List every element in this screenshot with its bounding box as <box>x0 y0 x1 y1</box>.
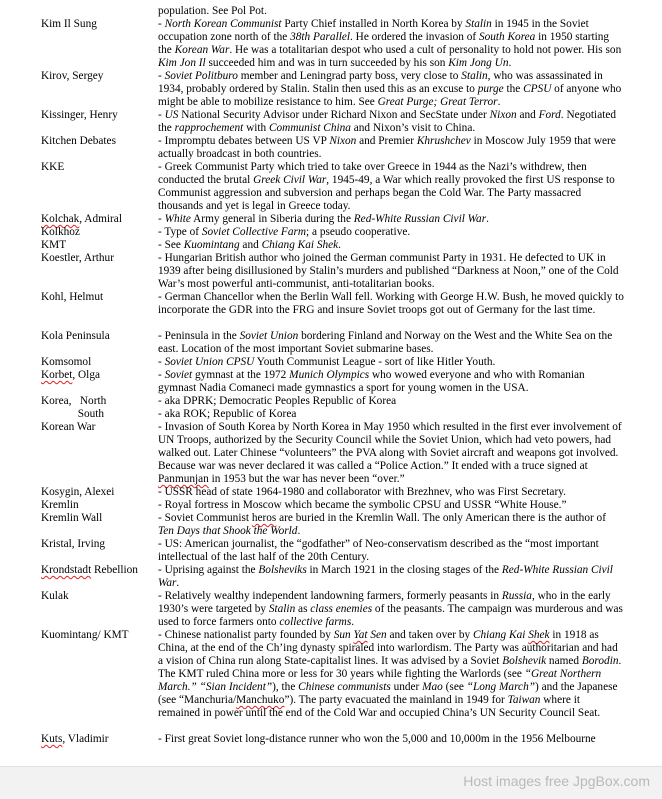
text-run: , Admiral <box>79 213 122 225</box>
text-run: Bolshevik <box>502 655 547 667</box>
entry-term: Komsomol <box>41 356 92 368</box>
text-run: - Royal fortress in Moscow which became the symbolic CPSU and USSR “White House.” <box>158 499 567 511</box>
text-run: where it remained in power until the end of the Cold War and occupied China’s UN Security Council Seat. <box>158 694 601 719</box>
entry-term <box>41 213 157 226</box>
entry-definition <box>158 564 624 590</box>
text-run: and <box>239 239 262 251</box>
text-run: rapprochement <box>174 122 244 134</box>
text-run: the <box>503 83 524 95</box>
text-run: Stalin <box>461 70 488 82</box>
text-run: Stalin <box>268 603 296 615</box>
text-run: - See <box>158 239 184 251</box>
text-run: - Impromptu debates between US VP <box>158 135 330 147</box>
text-run: Chiang Kai <box>472 629 529 641</box>
entry-term: KMT <box>41 239 67 251</box>
text-run: under <box>390 681 423 693</box>
entry-definition <box>158 109 624 135</box>
text-run: in March 1921 in the closing stages of the <box>306 564 502 576</box>
text-run: (see <box>442 681 467 693</box>
text-run: Soviet Union CPSU <box>164 356 255 368</box>
text-run: in 1950 starting the <box>158 31 610 56</box>
entry-definition <box>158 421 624 486</box>
text-run: Kolchak <box>41 213 80 225</box>
text-run: Greek Civil War <box>253 174 327 186</box>
text-run: and Nixon’s visit to China. <box>350 122 476 134</box>
text-run: who wowed everyone and who with Romanian gymnast Nadia Comaneci made gymnastics a sport for young women in the USA. <box>158 369 585 394</box>
text-run: Mao <box>422 681 443 693</box>
text-run: as <box>295 603 311 615</box>
text-run: and taken over by <box>386 629 473 641</box>
text-run: , Olga <box>72 369 100 381</box>
entry-definition <box>158 538 624 564</box>
text-run: Korbet <box>41 369 73 381</box>
text-run: Sen <box>367 629 387 641</box>
text-run: - German Chancellor when the Berlin Wall fell. Working with George H.W. Bush, he moved quickly to incorporate the GDR into the FRG and insure Soviet troops got out of Germany for the last time. <box>158 291 624 316</box>
text-run: named <box>546 655 582 667</box>
entry-definition <box>158 486 624 499</box>
host-footer-link[interactable]: Host images free JpgBox.com <box>463 773 650 789</box>
entry-definition <box>158 291 624 317</box>
entry-definition <box>158 512 624 538</box>
text-run: - Type of <box>158 226 202 238</box>
text-run: ), the <box>272 681 299 693</box>
entry-definition <box>158 161 624 213</box>
entry-definition <box>158 590 624 629</box>
text-run: . <box>176 577 180 589</box>
text-run: ”). The party evacuated the mainland in 1949 for <box>284 694 508 706</box>
entry-definition <box>158 226 624 239</box>
text-run: Korean War <box>174 44 230 56</box>
text-run: National Security Advisor under Richard Nixon and SecState under <box>178 109 490 121</box>
text-run: , Vladimir <box>62 733 109 745</box>
text-run: in 1945 in the Soviet occupation zone north of the <box>158 18 589 43</box>
text-run: - Chinese nationalist party founded by <box>158 629 334 641</box>
text-run: - Uprising against the <box>158 564 259 576</box>
text-run: - First great Soviet long-distance runner who won the 5,000 and 10,000m in the 1956 Melbourne <box>158 733 596 745</box>
text-run: Borodin <box>581 655 619 667</box>
text-run: class enemies <box>310 603 373 615</box>
entry-definition <box>158 213 624 226</box>
text-run: . Negotiated the <box>158 109 617 134</box>
text-run: South Korea <box>478 31 536 43</box>
text-run: - Peninsula in the <box>158 330 240 342</box>
text-run: . <box>508 57 512 69</box>
text-run: of anyone who might be able to mobilize resistance to him. See <box>158 83 622 108</box>
text-run: Red-White Russian Civil War <box>353 213 487 225</box>
text-run: Chinese communists <box>298 681 391 693</box>
text-run: - <box>158 109 165 121</box>
text-run: Soviet Politburo <box>164 70 238 82</box>
text-run: Soviet Collective Farm <box>201 226 307 238</box>
text-run: - <box>158 70 165 82</box>
entry-definition <box>158 629 624 720</box>
entry-term: Kosygin, Alexei <box>41 486 115 498</box>
text-run: Party Chief installed in North Korea by <box>281 18 466 30</box>
text-run: CPSU <box>523 83 552 95</box>
text-run: Red-White Russian Civil War <box>158 564 613 589</box>
text-run: - <box>158 369 165 381</box>
text-run: Soviet <box>164 369 193 381</box>
text-run: are buried in the Kremlin Wall. The only American there is the author of <box>276 512 606 524</box>
entry-definition <box>158 395 624 408</box>
entry-term: Kuomintang/ KMT <box>41 629 129 641</box>
text-run: Munich Olympics <box>289 369 370 381</box>
entry-term: Kremlin Wall <box>41 512 103 524</box>
text-run: in Moscow July 1959 that were actually broadcast in both countries. <box>158 135 616 160</box>
text-run: collective farms <box>279 616 352 628</box>
text-run: Kim Jong Un <box>448 57 509 69</box>
entry-term: Kirov, Sergey <box>41 70 104 82</box>
text-run: - aka ROK; Republic of Korea <box>158 408 297 420</box>
text-run: succeeded him and was in turn succeeded by his son <box>205 57 449 69</box>
entry-definition <box>158 356 624 369</box>
text-run: - USSR head of state 1964-1980 and collaborator with Brezhnev, who was First Secretary. <box>158 486 566 498</box>
entry-term <box>41 564 157 577</box>
text-run: ; a pseudo cooperative. <box>306 226 411 238</box>
entry-term <box>41 733 157 746</box>
text-run: . <box>338 239 341 251</box>
text-run: , who in the early 1930’s were targeted by <box>158 590 611 615</box>
text-run: . <box>351 616 355 628</box>
text-run: . <box>486 213 489 225</box>
text-run: Kim Jon Il <box>158 57 206 69</box>
text-run: heros <box>251 512 277 524</box>
entry-term: Kulak <box>41 590 69 602</box>
text-run: member and Leningrad party boss, very close to <box>237 70 462 82</box>
text-run: “Great Northern March.” “Sian Incident” <box>158 668 602 693</box>
text-run: Kuts <box>41 733 63 745</box>
entry-term: Koestler, Arthur <box>41 252 114 264</box>
text-run: Yat <box>353 629 368 641</box>
text-run: Rebellion <box>91 564 138 576</box>
text-run: , who was assassinated in 1934, probably ordered by Stalin. Stalin then used this as an excuse to <box>158 70 603 95</box>
entry-term: South <box>41 408 105 420</box>
entry-definition <box>158 369 624 395</box>
text-run: Khrushchev <box>416 135 471 147</box>
entry-term: KKE <box>41 161 65 173</box>
entry-definition <box>158 733 624 746</box>
text-run: Communist China <box>268 122 351 134</box>
text-run: “Long March” <box>466 681 536 693</box>
text-run: Nixon <box>329 135 357 147</box>
entry-term: Kristal, Irving <box>41 538 106 550</box>
entry-term: Kola Peninsula <box>41 330 110 342</box>
entry-definition <box>158 499 624 512</box>
entry-term: Korea, North <box>41 395 107 407</box>
text-run: - Relatively wealthy independent landowning farmers, formerly peasants in <box>158 590 502 602</box>
text-run: Shek <box>528 629 550 641</box>
text-run: - <box>158 356 165 368</box>
text-run: Great Purge; Great Terror <box>377 96 498 108</box>
text-run: White <box>164 213 191 225</box>
text-run: North Korean Communist <box>164 18 282 30</box>
text-run: gymnast at the 1972 <box>192 369 290 381</box>
text-run: . He was a totalitarian despot who used a cult of personality to hold not power. His son <box>229 44 622 56</box>
text-run: Ford <box>538 109 561 121</box>
text-run: Youth Communist League - sort of like Hitler Youth. <box>254 356 496 368</box>
text-run: purge <box>477 83 504 95</box>
text-run: - aka DPRK; Democratic Peoples Republic of Korea <box>158 395 397 407</box>
text-run: in 1953 but the war has never been “over.” <box>208 473 405 485</box>
text-run: - <box>158 213 165 225</box>
text-run: Nixon <box>489 109 517 121</box>
text-run: - Invasion of South Korea by North Korea in May 1950 which resulted in the first ever involvement of UN Troops, authorized by the Security Council while the Soviet Union, which had veto powers, had walked out. Later Chinese “volunteers” the PVA along with Soviet aircraft and weapons got involved. Because war was never declared it was called a “Police Action.” It ended with a truce signed at <box>158 421 622 472</box>
text-run: Chiang Kai Shek <box>261 239 339 251</box>
entry-term: Kim Il Sung <box>41 18 97 30</box>
entry-term: Kolkhoz <box>41 226 80 238</box>
text-run: , 1945-49, a War which really provoked the first US response to Communist aggression and subversion and perhaps began the Cold War. The Party massacred thousands and yet is legal in Greece today. <box>158 174 615 212</box>
text-run: Bolsheviks <box>258 564 307 576</box>
text-run: 38th Parallel <box>290 31 351 43</box>
text-run: Army general in Siberia during the <box>190 213 354 225</box>
text-run: Stalin <box>465 18 492 30</box>
text-run: ) and the Japanese (see “Manchuria/ <box>158 681 618 706</box>
text-run: Kuomintang <box>183 239 240 251</box>
text-run: Panmunjan <box>158 473 209 485</box>
text-run: of the peasants. The campaign was murderous and was used to force farmers onto <box>158 603 623 628</box>
text-run: Ten Days that Shook the World <box>158 525 298 537</box>
text-run: . <box>297 525 301 537</box>
entry-definition <box>158 135 624 161</box>
entry-term: Korean War <box>41 421 96 433</box>
text-run: in 1918 as China, at the end of the Ch’ing dynasty spiraled into warlordism. The Party was authoritarian and had a vision of China run along State-capitalist lines. It was advised by a Soviet <box>158 629 618 667</box>
text-run: Russia <box>501 590 532 602</box>
text-run: - Soviet Communist <box>158 512 252 524</box>
entry-term: Kitchen Debates <box>41 135 116 147</box>
text-run: Taiwan <box>507 694 541 706</box>
text-run: and Premier <box>356 135 417 147</box>
text-run: Soviet Union <box>239 330 299 342</box>
text-run: bordering Finland and Norway on the West and the White Sea on the east. Location of the most important Soviet submarine bases. <box>158 330 613 355</box>
host-footer-bar <box>0 766 662 799</box>
entry-definition <box>158 408 624 421</box>
text-run: - US: American journalist, the “godfather” of Neo-conservatism described as the “most important intellectual of the last half of the 20th Century. <box>158 538 599 563</box>
text-run: - Greek Communist Party which tried to take over Greece in 1944 as the Nazi’s withdrew, then conducted the brutal <box>158 161 587 186</box>
entry-definition <box>158 18 624 70</box>
text-run: - <box>158 18 165 30</box>
text-run: US <box>164 109 179 121</box>
text-run: . The KMT ruled China more or less for 30 years while fighting the Warlords (see <box>158 655 622 680</box>
text-run: Manchuko <box>236 694 285 706</box>
entry-definition <box>158 330 624 356</box>
text-run: . <box>497 96 501 108</box>
entry-definition <box>158 239 624 252</box>
text-run: - Hungarian British author who joined the German communist Party in 1931. He defected to UK in 1939 after being disillusioned by Stalin’s murders and published “Darkness at Noon,” one of the Cold War’s most powerful anti-communist, anti-totalitarian books. <box>158 252 619 290</box>
entry-term: Kissinger, Henry <box>41 109 118 121</box>
text-run: . He ordered the invasion of <box>350 31 479 43</box>
entry-definition <box>158 5 624 18</box>
text-run: with <box>243 122 269 134</box>
entry-term <box>41 369 157 382</box>
text-run: Sun <box>333 629 354 641</box>
entry-definition <box>158 70 624 109</box>
text-run: population. See Pol Pot. <box>158 5 267 17</box>
entry-definition <box>158 252 624 291</box>
text-run: Krondstadt <box>41 564 92 576</box>
entry-term: Kremlin <box>41 499 79 511</box>
text-run: and <box>516 109 539 121</box>
entry-term: Kohl, Helmut <box>41 291 104 303</box>
